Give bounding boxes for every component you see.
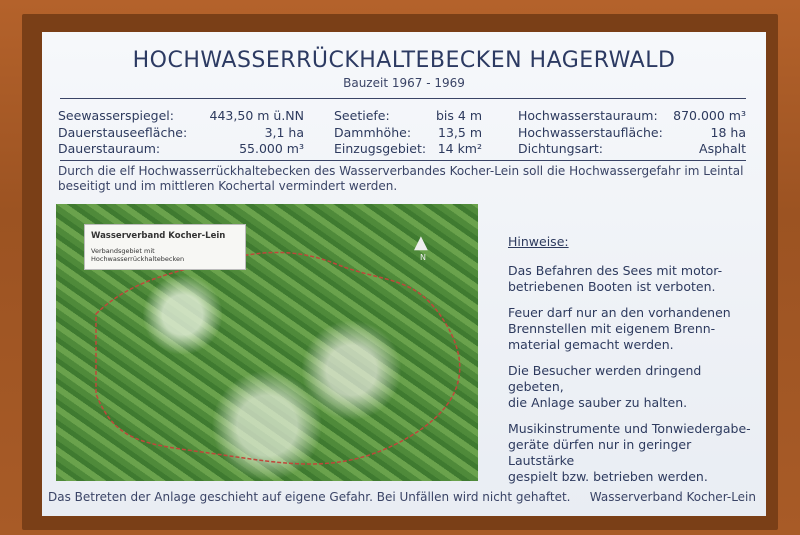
fact-value: 870.000 m³ xyxy=(673,108,746,123)
divider-middle xyxy=(60,160,746,161)
fact-row xyxy=(58,141,304,158)
hints-section xyxy=(508,234,758,495)
fact-value: 3,1 ha xyxy=(264,124,304,140)
fact-value: 14 km² xyxy=(437,141,482,156)
fact-row xyxy=(58,125,304,142)
footer-disclaimer: Das Betreten der Anlage geschieht auf eigene Gefahr. Bei Unfällen wird nicht gehaftet. xyxy=(48,490,571,504)
region-map xyxy=(56,204,478,481)
hint-item: Das Befahren des Sees mit motor- betriebenen Booten ist verboten. xyxy=(508,263,723,294)
fact-row xyxy=(334,125,482,142)
north-arrow-icon: ▲ N xyxy=(414,232,428,262)
fact-value: bis 4 m xyxy=(436,108,482,123)
hint-item: Feuer darf nur an den vorhandenen Brennstellen mit eigenem Brenn- material gemacht werden. xyxy=(508,305,731,352)
fact-row xyxy=(334,141,482,158)
map-legend-subtitle: Verbandsgebiet mit Hochwasserrückhaltebecken xyxy=(91,247,185,263)
information-sign xyxy=(42,32,766,516)
hints-heading: Hinweise: xyxy=(508,234,569,249)
fact-label: Dichtungsart: xyxy=(518,141,603,156)
facts-column-1 xyxy=(58,108,304,158)
footer-organization: Wasserverband Kocher-Lein xyxy=(589,490,756,504)
map-legend xyxy=(84,224,246,270)
fact-value: 443,50 m ü.NN xyxy=(209,108,304,123)
facts-column-3 xyxy=(518,108,746,158)
hint-item: Musikinstrumente und Tonwiedergabe- geräte dürfen nur in geringer Lautstärke gespielt bzw. betrieben werden. xyxy=(508,421,751,484)
fact-label: Hochwasserstauraum: xyxy=(518,108,658,123)
description-text: Durch die elf Hochwasserrückhaltebecken des Wasserverbandes Kocher-Lein soll die Hochwassergefahr im Leintal beseitigt und im mittleren Kochertal vermindert werden. xyxy=(58,164,744,193)
hint-item: Die Besucher werden dringend gebeten, die Anlage sauber zu halten. xyxy=(508,363,702,410)
fact-value: 18 ha xyxy=(710,124,746,140)
sign-title: HOCHWASSERRÜCKHALTEBECKEN HAGERWALD xyxy=(132,48,676,73)
north-label: N xyxy=(420,253,426,262)
fact-value: 55.000 m³ xyxy=(239,141,304,156)
fact-label: Dauerstauraum: xyxy=(58,141,161,156)
fact-row xyxy=(334,108,482,125)
fact-label: Seewasserspiegel: xyxy=(58,108,174,123)
fact-label: Hochwasserstaufläche: xyxy=(518,124,663,140)
fact-label: Seetiefe: xyxy=(334,108,390,123)
fact-row xyxy=(518,108,746,125)
fact-value: Asphalt xyxy=(699,141,746,156)
map-legend-title: Wasserverband Kocher-Lein xyxy=(91,231,226,241)
fact-row xyxy=(518,141,746,158)
fact-value: 13,5 m xyxy=(438,124,482,140)
fact-label: Einzugsgebiet: xyxy=(334,141,427,156)
fact-row xyxy=(58,108,304,125)
facts-column-2 xyxy=(334,108,482,158)
fact-row xyxy=(518,125,746,142)
fact-label: Dauerstauseefläche: xyxy=(58,124,188,140)
divider-top xyxy=(60,98,746,99)
sign-subtitle: Bauzeit 1967 - 1969 xyxy=(343,76,465,90)
fact-label: Dammhöhe: xyxy=(334,124,412,140)
